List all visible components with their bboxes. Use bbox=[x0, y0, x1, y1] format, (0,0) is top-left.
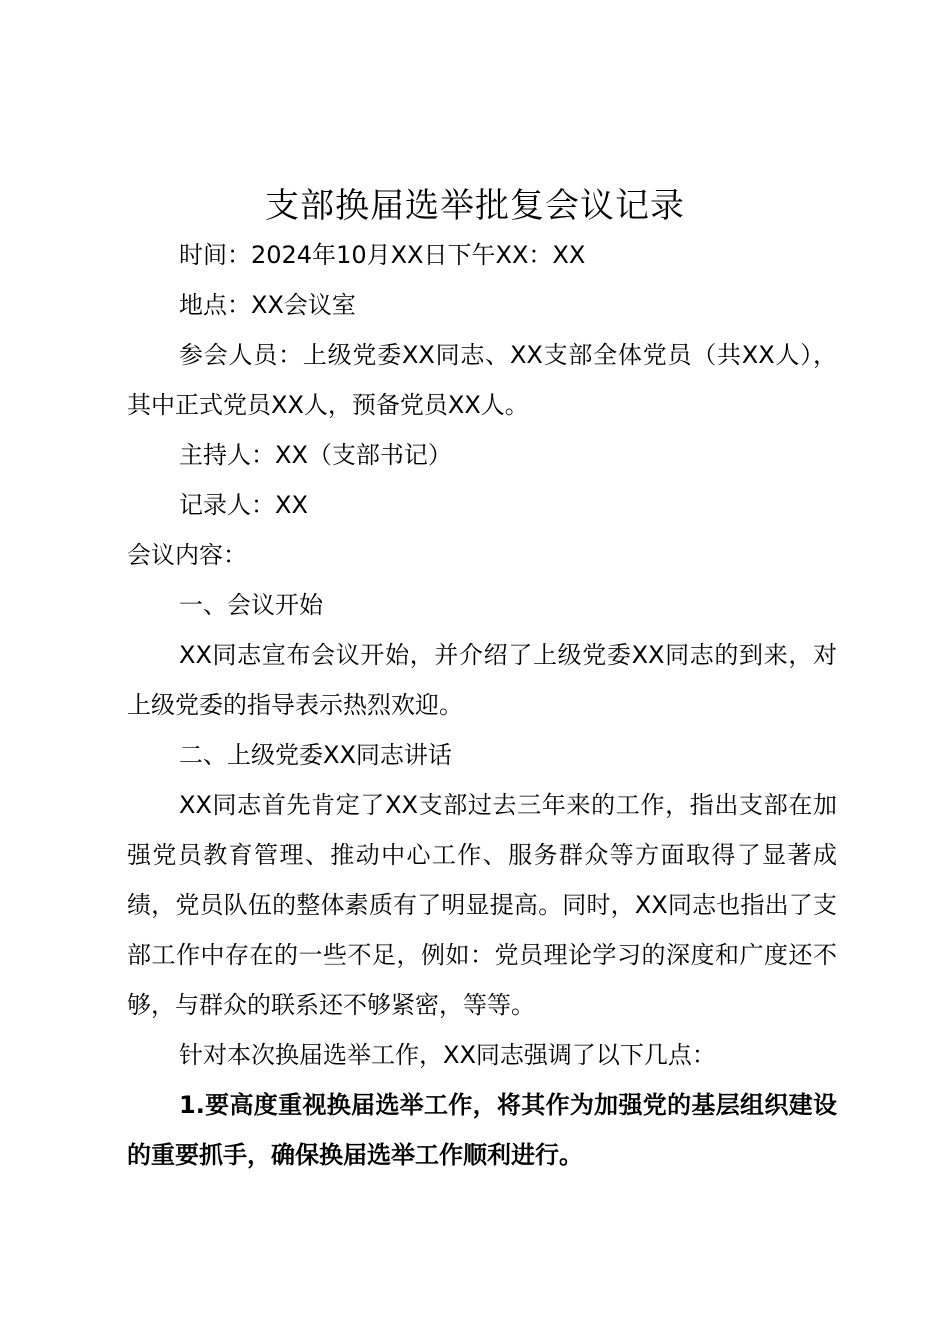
meeting-recorder: 记录人：XX bbox=[179, 491, 308, 519]
section-1-heading: 一、会议开始 bbox=[179, 591, 323, 619]
section-2-points-intro: 针对本次换届选举工作，XX同志强调了以下几点： bbox=[179, 1041, 716, 1069]
meeting-attendees: 参会人员：上级党委XX同志、XX支部全体党员（共XX人），其中正式党员XX人，预备党员XX人。 bbox=[127, 341, 837, 419]
section-2-heading: 二、上级党委XX同志讲话 bbox=[179, 741, 452, 769]
meeting-location: 地点：XX会议室 bbox=[179, 291, 356, 319]
section-1-text: XX同志宣布会议开始，并介绍了上级党委XX同志的到来，对上级党委的指导表示热烈欢迎。 bbox=[127, 641, 837, 719]
section-2-text: XX同志首先肯定了XX支部过去三年来的工作，指出支部在加强党员教育管理、推动中心工作、服务群众等方面取得了显著成绩，党员队伍的整体素质有了明显提高。同时，XX同志也指出了支部工作中存在的一些不足，例如：党员理论学习的深度和广度还不够，与群众的联系还不够紧密，等等。 bbox=[127, 791, 837, 1019]
point-1: 1.要高度重视换届选举工作，将其作为加强党的基层组织建设的重要抓手，确保换届选举工作顺利进行。 bbox=[127, 1091, 837, 1169]
document-title: 支部换届选举批复会议记录 bbox=[265, 186, 685, 226]
meeting-content-label: 会议内容： bbox=[127, 541, 247, 569]
document-body bbox=[127, 230, 837, 1180]
meeting-time: 时间：2024年10月XX日下午XX：XX bbox=[179, 241, 586, 269]
meeting-host: 主持人：XX（支部书记） bbox=[179, 441, 452, 469]
